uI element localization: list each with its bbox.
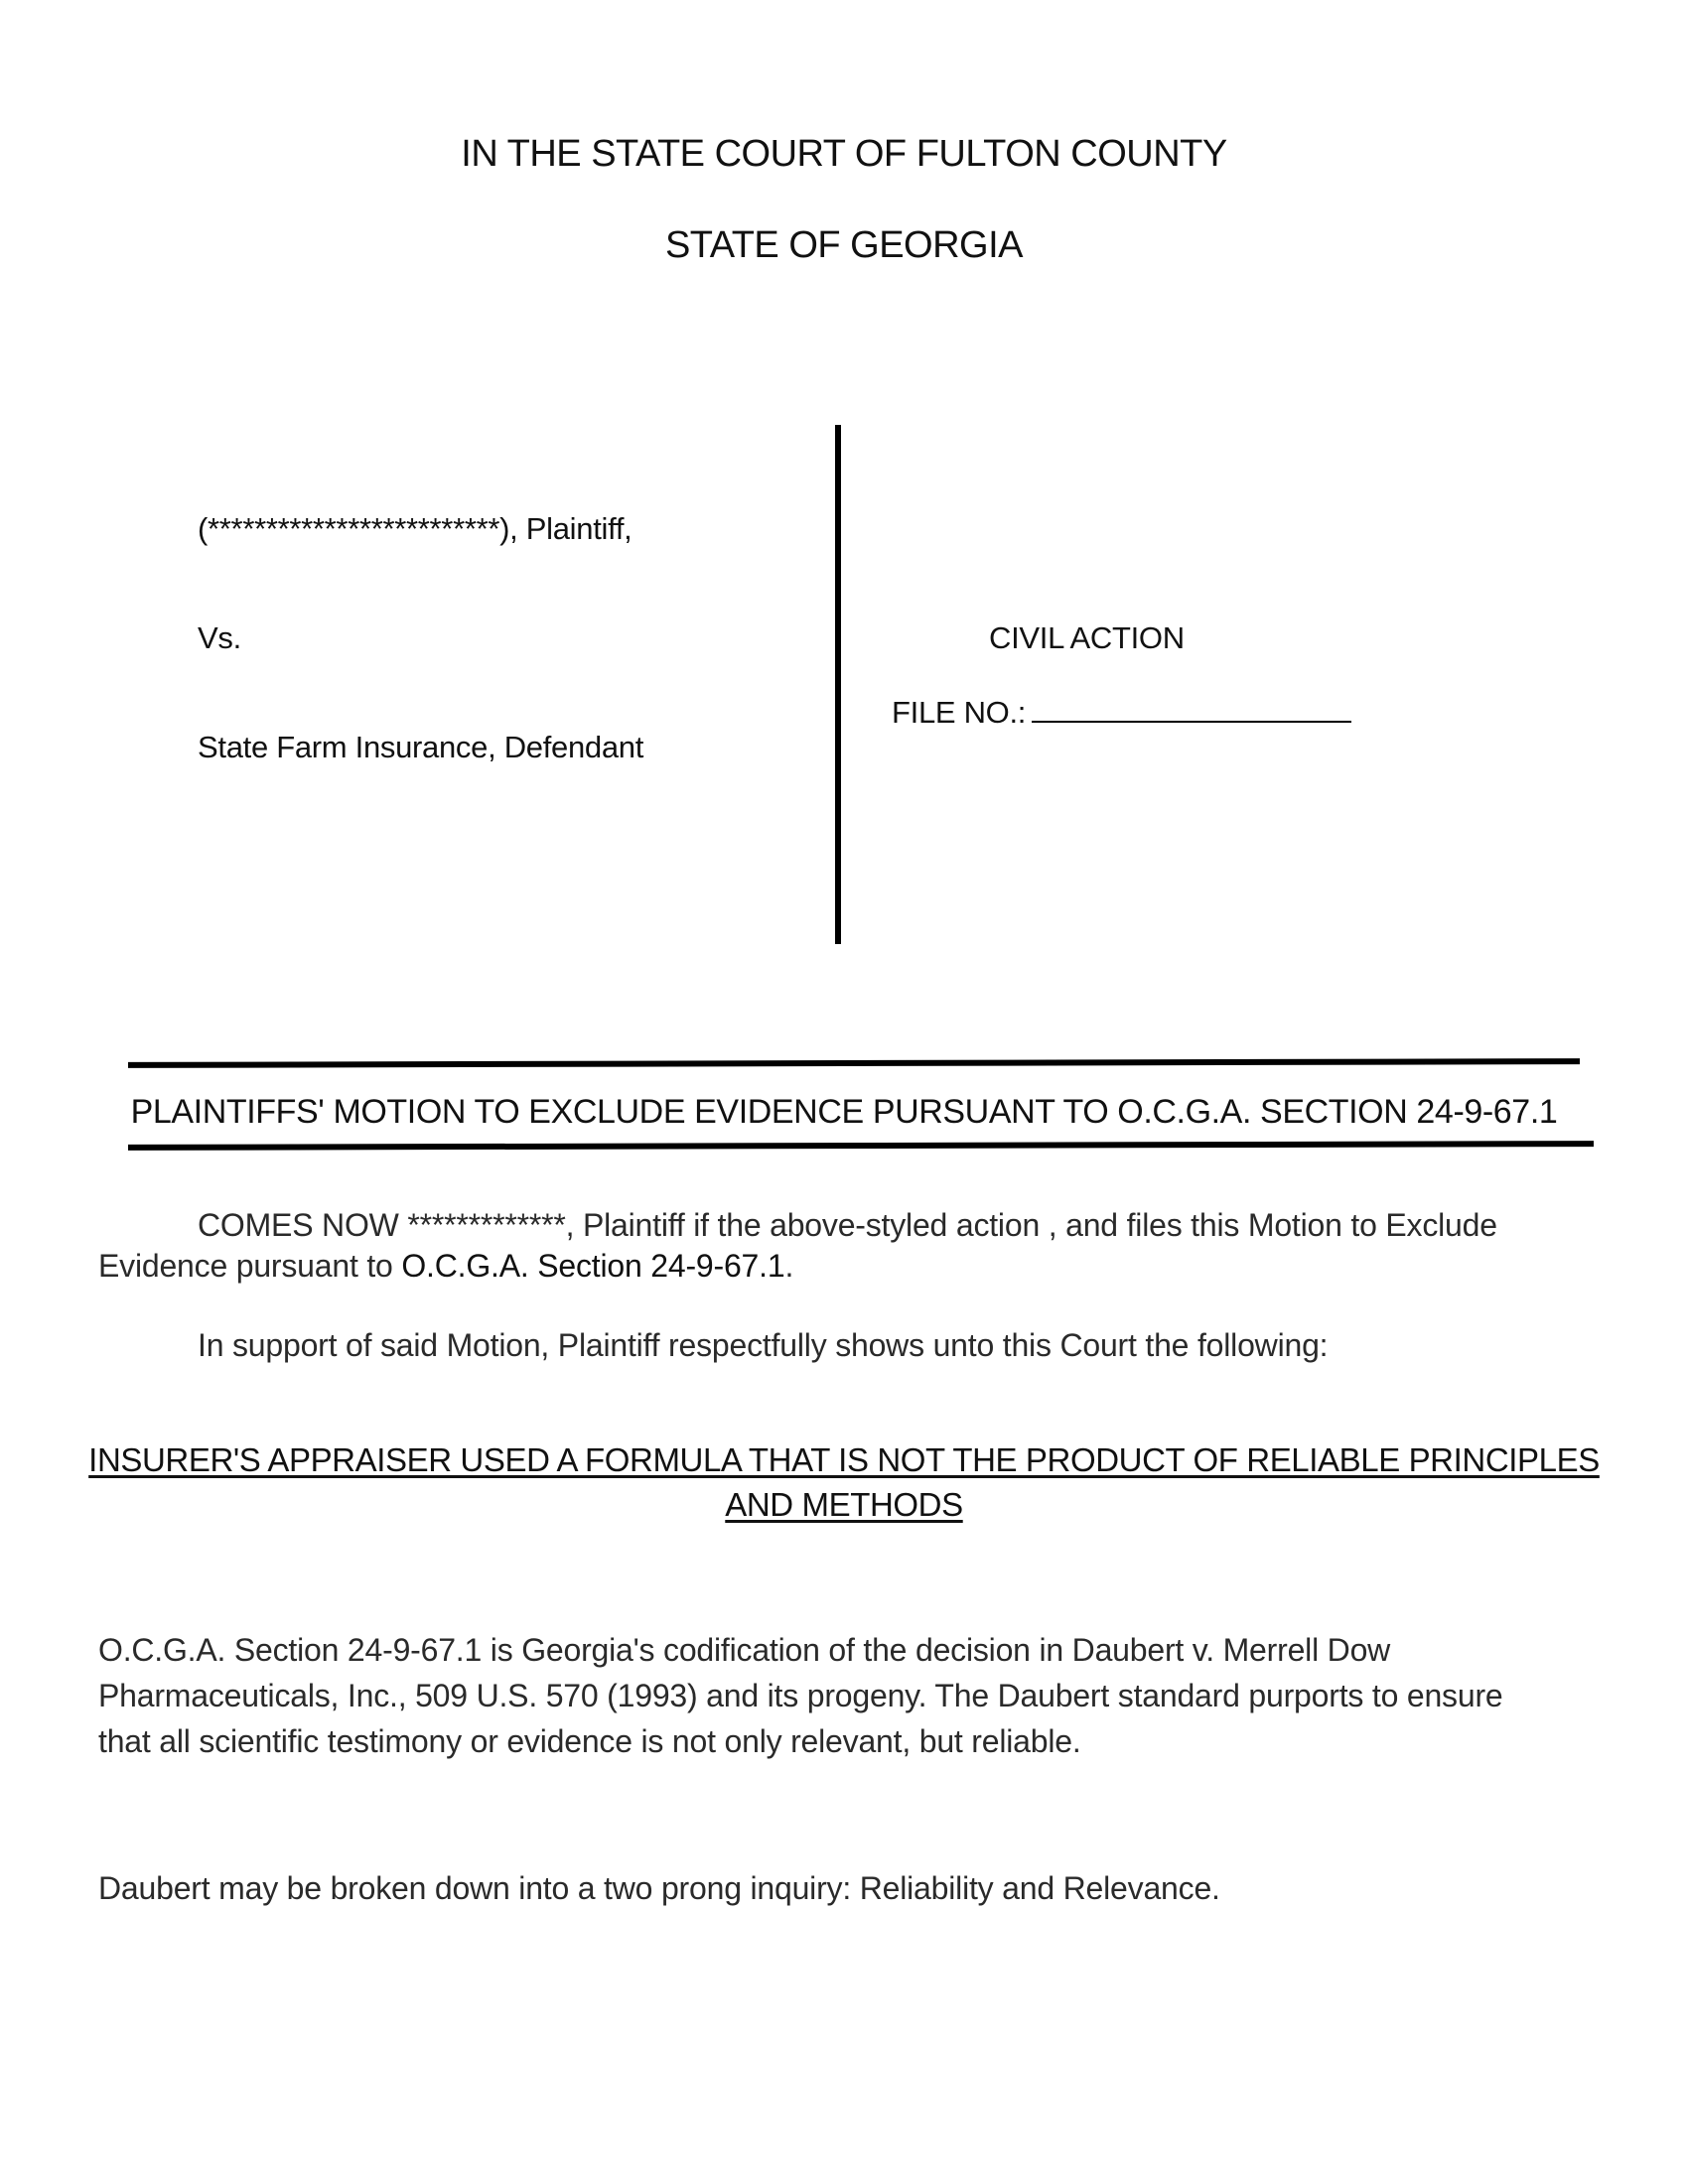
comes-now-prefix: Evidence pursuant to	[98, 1248, 402, 1284]
section-heading-line-1: INSURER'S APPRAISER USED A FORMULA THAT IS NOT THE PRODUCT OF RELIABLE PRINCIPLES	[88, 1441, 1600, 1478]
versus-label: Vs.	[198, 620, 241, 655]
daubert-line-3: that all scientific testimony or evidence is not only relevant, but reliable.	[98, 1723, 1081, 1759]
motion-title: PLAINTIFFS' MOTION TO EXCLUDE EVIDENCE PURSUANT TO O.C.G.A. SECTION 24-9-67.1	[130, 1093, 1558, 1131]
file-number-field	[892, 695, 1351, 731]
support-paragraph: In support of said Motion, Plaintiff respectfully shows unto this Court the following:	[198, 1327, 1329, 1363]
section-heading-line-2: AND METHODS	[725, 1486, 963, 1523]
statute-reference: O.C.G.A. Section 24-9-67.1	[401, 1248, 785, 1284]
two-prong-paragraph: Daubert may be broken down into a two prong inquiry: Reliability and Relevance.	[98, 1870, 1220, 1906]
file-number-label: FILE NO.:	[892, 695, 1027, 730]
court-title: IN THE STATE COURT OF FULTON COUNTY	[461, 133, 1227, 175]
comes-now-line-2	[98, 1244, 793, 1289]
plaintiff-caption: (*************************), Plaintiff,	[198, 511, 633, 546]
court-state: STATE OF GEORGIA	[664, 224, 1024, 266]
daubert-line-2: Pharmaceuticals, Inc., 509 U.S. 570 (1993) and its progeny. The Daubert standard purports to ensure	[98, 1678, 1503, 1713]
comes-now-suffix: .	[784, 1248, 794, 1284]
civil-action-label: CIVIL ACTION	[989, 620, 1185, 655]
title-rule-top	[128, 1058, 1580, 1068]
caption-divider	[835, 425, 841, 944]
title-rule-bottom	[128, 1141, 1594, 1151]
comes-now-line-1: COMES NOW *************, Plaintiff if the above-styled action , and files this Motion to Exclude	[198, 1207, 1497, 1243]
daubert-line-1: O.C.G.A. Section 24-9-67.1 is Georgia's codification of the decision in Daubert v. Merrell Dow	[98, 1632, 1391, 1668]
defendant-caption: State Farm Insurance, Defendant	[198, 730, 644, 764]
file-number-blank	[1032, 695, 1351, 723]
